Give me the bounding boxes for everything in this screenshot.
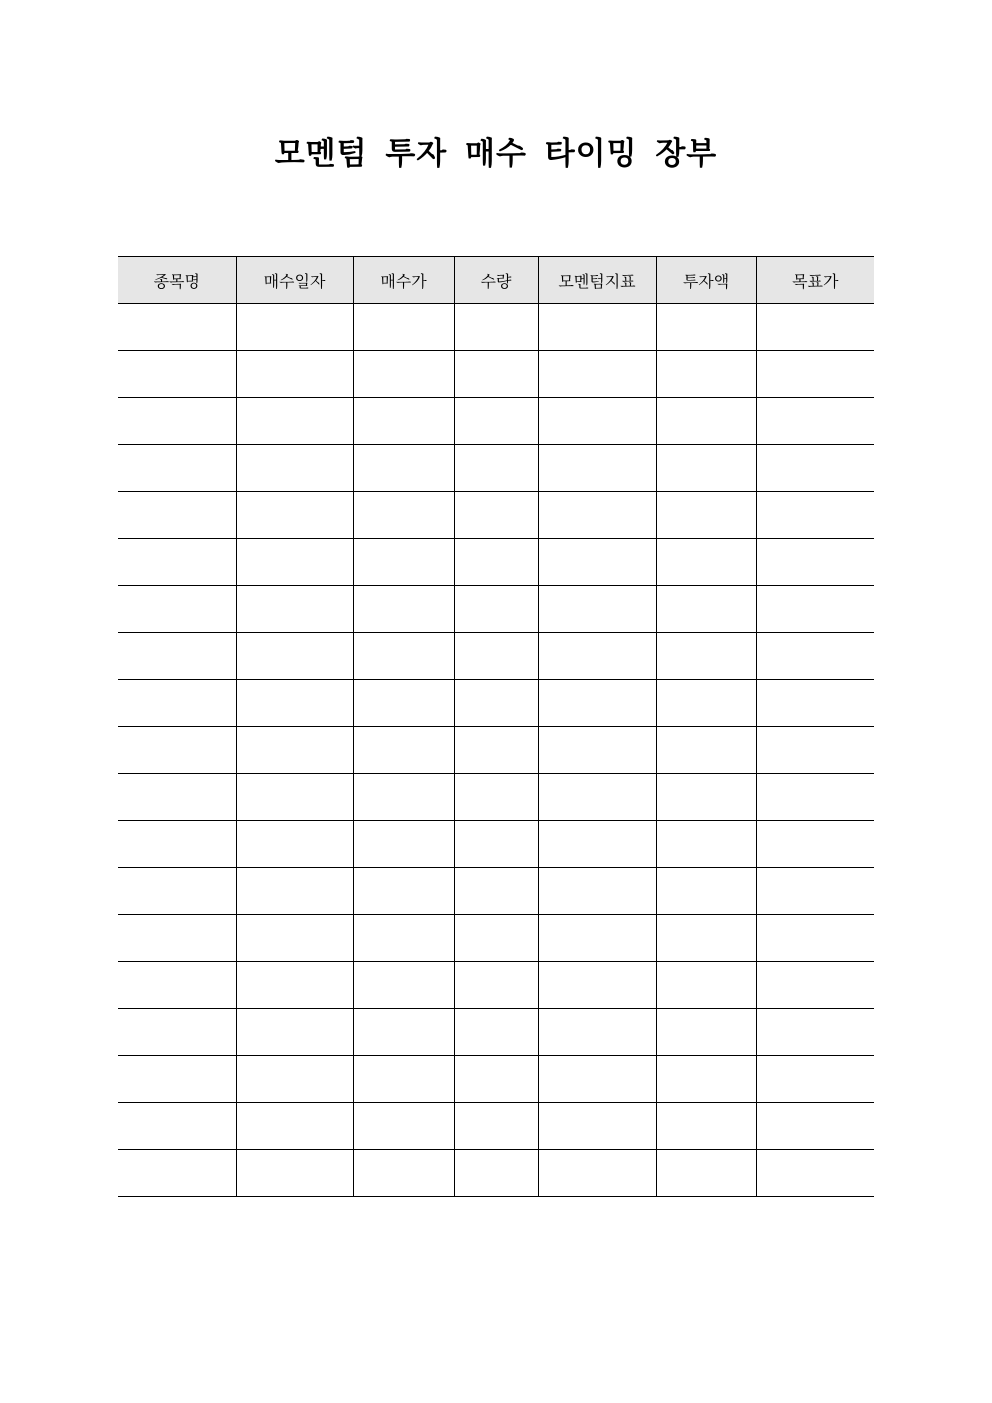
table-cell[interactable]	[656, 1009, 756, 1056]
column-header-investment-amount: 투자액	[656, 257, 756, 304]
table-cell[interactable]	[538, 962, 656, 1009]
table-cell[interactable]	[656, 680, 756, 727]
table-cell[interactable]	[236, 774, 353, 821]
table-cell[interactable]	[118, 1150, 236, 1197]
ledger-body	[118, 304, 874, 1197]
table-cell[interactable]	[353, 680, 454, 727]
table-cell[interactable]	[236, 962, 353, 1009]
table-cell[interactable]	[454, 1150, 538, 1197]
table-cell[interactable]	[756, 492, 874, 539]
table-cell[interactable]	[353, 1103, 454, 1150]
table-cell[interactable]	[353, 868, 454, 915]
table-cell[interactable]	[756, 633, 874, 680]
table-cell[interactable]	[756, 962, 874, 1009]
table-cell[interactable]	[353, 774, 454, 821]
table-cell[interactable]	[353, 304, 454, 351]
table-cell[interactable]	[538, 351, 656, 398]
table-cell[interactable]	[118, 868, 236, 915]
table-cell[interactable]	[756, 1056, 874, 1103]
table-cell[interactable]	[236, 1056, 353, 1103]
table-cell[interactable]	[236, 868, 353, 915]
table-row	[118, 586, 874, 633]
table-cell[interactable]	[118, 586, 236, 633]
column-header-quantity: 수량	[454, 257, 538, 304]
table-row	[118, 1150, 874, 1197]
table-cell[interactable]	[236, 727, 353, 774]
table-cell[interactable]	[118, 1056, 236, 1103]
table-cell[interactable]	[656, 727, 756, 774]
table-cell[interactable]	[756, 304, 874, 351]
table-cell[interactable]	[756, 586, 874, 633]
table-cell[interactable]	[118, 351, 236, 398]
table-cell[interactable]	[353, 351, 454, 398]
table-cell[interactable]	[454, 445, 538, 492]
table-cell[interactable]	[538, 1009, 656, 1056]
table-cell[interactable]	[236, 1009, 353, 1056]
table-cell[interactable]	[118, 398, 236, 445]
table-cell[interactable]	[656, 962, 756, 1009]
table-row	[118, 1056, 874, 1103]
table-cell[interactable]	[236, 915, 353, 962]
table-cell[interactable]	[118, 680, 236, 727]
table-row	[118, 539, 874, 586]
table-row	[118, 492, 874, 539]
table-cell[interactable]	[454, 304, 538, 351]
table-cell[interactable]	[454, 492, 538, 539]
column-header-buy-date: 매수일자	[236, 257, 353, 304]
table-row	[118, 445, 874, 492]
table-row	[118, 680, 874, 727]
table-cell[interactable]	[454, 774, 538, 821]
table-cell[interactable]	[538, 774, 656, 821]
table-cell[interactable]	[236, 1103, 353, 1150]
page-title: 모멘텀 투자 매수 타이밍 장부	[274, 136, 718, 172]
table-cell[interactable]	[538, 304, 656, 351]
table-cell[interactable]	[353, 821, 454, 868]
table-cell[interactable]	[353, 539, 454, 586]
table-cell[interactable]	[656, 774, 756, 821]
table-cell[interactable]	[756, 915, 874, 962]
table-cell[interactable]	[353, 586, 454, 633]
table-row	[118, 398, 874, 445]
table-cell[interactable]	[656, 586, 756, 633]
table-cell[interactable]	[118, 633, 236, 680]
table-cell[interactable]	[656, 1056, 756, 1103]
table-cell[interactable]	[756, 821, 874, 868]
table-cell[interactable]	[353, 633, 454, 680]
table-cell[interactable]	[236, 1150, 353, 1197]
table-row	[118, 962, 874, 1009]
table-cell[interactable]	[454, 1056, 538, 1103]
table-cell[interactable]	[118, 492, 236, 539]
table-cell[interactable]	[236, 539, 353, 586]
table-cell[interactable]	[756, 398, 874, 445]
table-cell[interactable]	[656, 868, 756, 915]
table-cell[interactable]	[236, 821, 353, 868]
table-cell[interactable]	[538, 680, 656, 727]
table-cell[interactable]	[756, 868, 874, 915]
column-header-stock-name: 종목명	[118, 257, 236, 304]
ledger-table	[118, 256, 874, 1197]
table-cell[interactable]	[118, 445, 236, 492]
table-cell[interactable]	[538, 1150, 656, 1197]
table-cell[interactable]	[656, 915, 756, 962]
table-row	[118, 915, 874, 962]
table-cell[interactable]	[454, 915, 538, 962]
table-cell[interactable]	[454, 727, 538, 774]
table-cell[interactable]	[353, 445, 454, 492]
table-cell[interactable]	[353, 492, 454, 539]
table-row	[118, 304, 874, 351]
table-cell[interactable]	[538, 492, 656, 539]
table-cell[interactable]	[538, 586, 656, 633]
table-cell[interactable]	[538, 445, 656, 492]
table-cell[interactable]	[353, 1150, 454, 1197]
table-cell[interactable]	[454, 633, 538, 680]
table-cell[interactable]	[538, 727, 656, 774]
table-cell[interactable]	[236, 633, 353, 680]
table-cell[interactable]	[538, 821, 656, 868]
table-row	[118, 1009, 874, 1056]
table-cell[interactable]	[756, 1150, 874, 1197]
table-cell[interactable]	[353, 727, 454, 774]
table-cell[interactable]	[118, 821, 236, 868]
table-cell[interactable]	[454, 868, 538, 915]
table-cell[interactable]	[538, 398, 656, 445]
table-cell[interactable]	[454, 539, 538, 586]
header-row	[118, 257, 874, 304]
table-cell[interactable]	[118, 304, 236, 351]
table-cell[interactable]	[454, 680, 538, 727]
table-cell[interactable]	[656, 351, 756, 398]
table-cell[interactable]	[538, 1056, 656, 1103]
table-row	[118, 633, 874, 680]
table-row	[118, 1103, 874, 1150]
table-cell[interactable]	[538, 915, 656, 962]
table-cell[interactable]	[656, 445, 756, 492]
table-cell[interactable]	[454, 962, 538, 1009]
table-cell[interactable]	[236, 680, 353, 727]
table-cell[interactable]	[538, 539, 656, 586]
table-cell[interactable]	[118, 727, 236, 774]
table-row	[118, 868, 874, 915]
table-cell[interactable]	[656, 821, 756, 868]
table-cell[interactable]	[656, 492, 756, 539]
table-cell[interactable]	[454, 586, 538, 633]
table-cell[interactable]	[454, 1009, 538, 1056]
table-cell[interactable]	[236, 398, 353, 445]
table-cell[interactable]	[236, 586, 353, 633]
column-header-buy-price: 매수가	[353, 257, 454, 304]
table-cell[interactable]	[118, 774, 236, 821]
table-cell[interactable]	[118, 915, 236, 962]
table-cell[interactable]	[756, 539, 874, 586]
table-cell[interactable]	[353, 398, 454, 445]
column-header-momentum-indicator: 모멘텀지표	[538, 257, 656, 304]
table-row	[118, 351, 874, 398]
table-cell[interactable]	[353, 1009, 454, 1056]
table-cell[interactable]	[236, 351, 353, 398]
table-cell[interactable]	[538, 633, 656, 680]
table-cell[interactable]	[353, 1056, 454, 1103]
table-cell[interactable]	[454, 398, 538, 445]
table-cell[interactable]	[756, 1103, 874, 1150]
table-cell[interactable]	[756, 774, 874, 821]
table-cell[interactable]	[756, 680, 874, 727]
table-cell[interactable]	[538, 1103, 656, 1150]
table-row	[118, 821, 874, 868]
table-cell[interactable]	[756, 445, 874, 492]
column-header-target-price: 목표가	[756, 257, 874, 304]
table-cell[interactable]	[656, 398, 756, 445]
table-cell[interactable]	[118, 1009, 236, 1056]
table-cell[interactable]	[538, 868, 656, 915]
table-cell[interactable]	[236, 445, 353, 492]
table-cell[interactable]	[454, 1103, 538, 1150]
table-cell[interactable]	[353, 962, 454, 1009]
table-cell[interactable]	[756, 351, 874, 398]
table-cell[interactable]	[756, 727, 874, 774]
table-cell[interactable]	[454, 821, 538, 868]
table-cell[interactable]	[656, 1150, 756, 1197]
table-cell[interactable]	[353, 915, 454, 962]
table-cell[interactable]	[236, 492, 353, 539]
table-cell[interactable]	[656, 633, 756, 680]
table-cell[interactable]	[756, 1009, 874, 1056]
table-cell[interactable]	[454, 351, 538, 398]
table-cell[interactable]	[656, 539, 756, 586]
table-cell[interactable]	[656, 1103, 756, 1150]
table-row	[118, 774, 874, 821]
table-cell[interactable]	[118, 1103, 236, 1150]
table-row	[118, 727, 874, 774]
table-cell[interactable]	[118, 539, 236, 586]
table-cell[interactable]	[236, 304, 353, 351]
table-cell[interactable]	[118, 962, 236, 1009]
table-cell[interactable]	[656, 304, 756, 351]
